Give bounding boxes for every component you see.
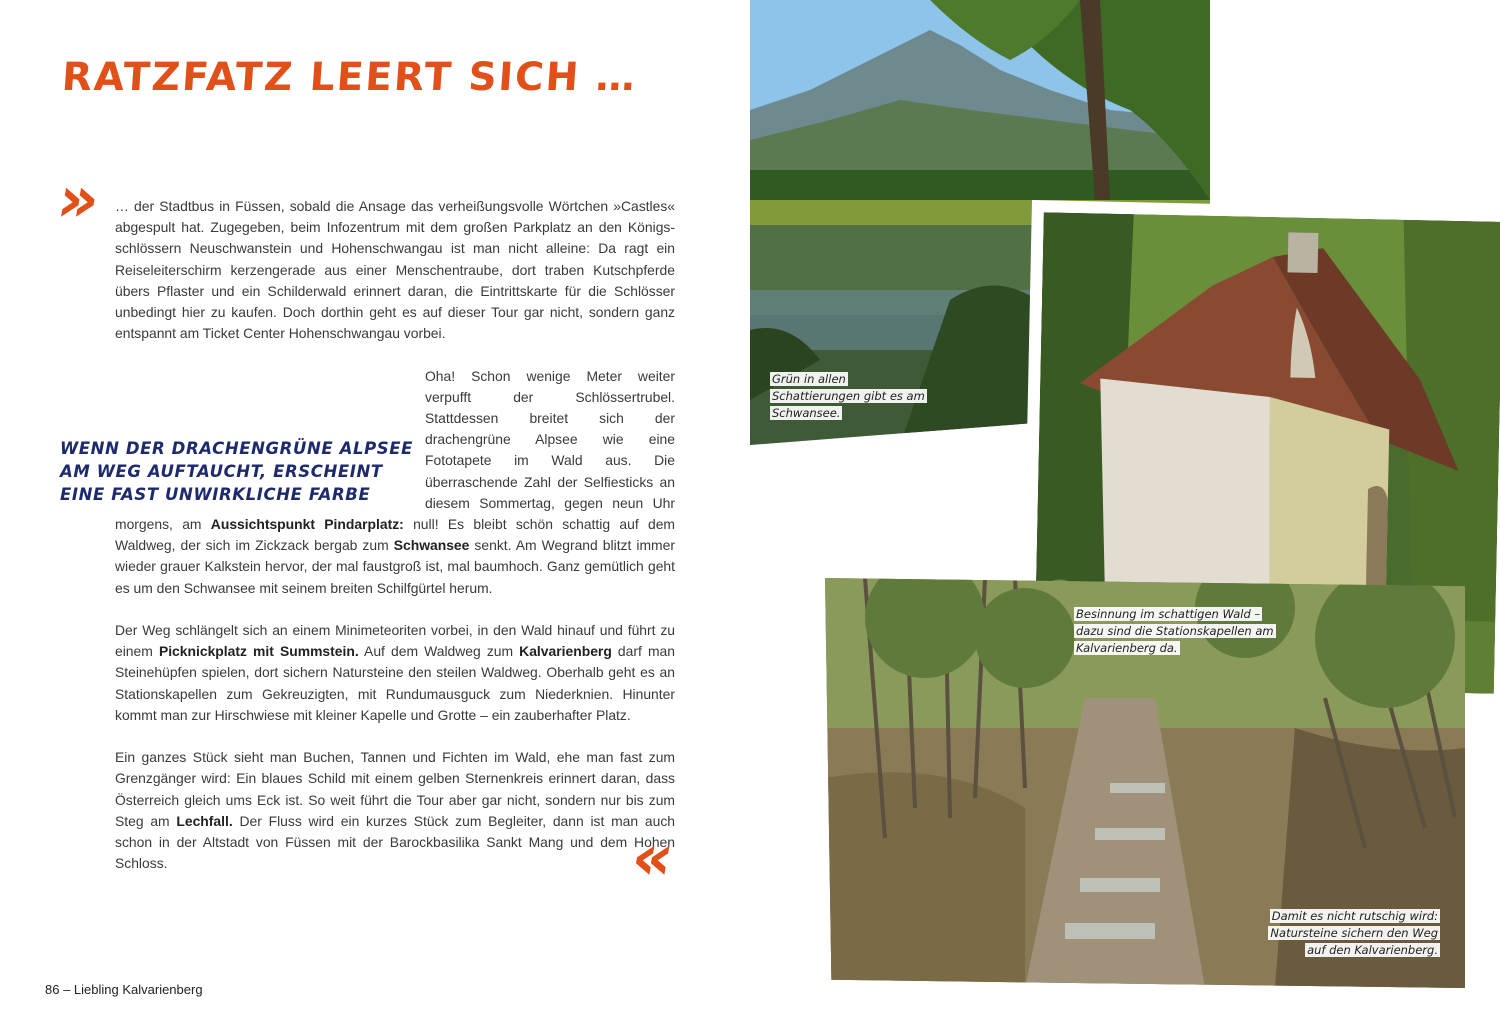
chapel-caption-text: Besinnung im schattigen Wald – dazu sind die Stationskapellen am Kalvarienberg da. <box>1076 607 1274 655</box>
highlight-picknickplatz: Picknickplatz mit Summstein. <box>158 643 359 660</box>
pull-quote-line: WENN DER DRACHENGRÜNE ALPSEE <box>60 439 413 458</box>
lake-caption <box>770 371 935 422</box>
paragraph-3 <box>115 620 675 726</box>
paragraph-2-text-c: null! Es bleibt schön schattig auf dem Waldweg, der sich im Zickzack bergab zum <box>115 516 676 554</box>
paragraph-4-text-c: Der Fluss wird ein kurzes Stück zum Begleiter, dann ist man auch schon in der Altstadt von Füssen mit der Barockbasilika Sankt Mang und dem Hohen Schloss. <box>115 812 675 872</box>
quote-close-mark: « <box>625 821 680 895</box>
path-caption-text: Damit es nicht rutschig wird: Natursteine sichern den Weg auf den Kalvarienberg. <box>1270 909 1438 957</box>
highlight-lechfall: Lechfall. <box>176 812 233 829</box>
lake-caption-text: Grün in allen Schattierungen gibt es am Schwansee. <box>772 372 925 420</box>
paragraph-3-text-a: Der Weg schlängelt sich an einem Minimeteoriten vorbei, in den Wald hinauf und führt zu einem <box>115 622 675 660</box>
pull-quote <box>60 437 420 506</box>
paragraph-4 <box>115 747 675 874</box>
page-title: RATZFATZ LEERT SICH … <box>60 55 639 100</box>
pull-quote-line: AM WEG AUFTAUCHT, ERSCHEINT <box>60 462 383 481</box>
highlight-pindarplatz: Aussichtspunkt Pindarplatz: <box>210 516 404 533</box>
paragraph-1: … der Stadtbus in Füssen, sobald die Ansage das verheißungsvolle Wörtchen »Castles« abgespult hat. Zugegeben, beim Infozentrum mit dem großen Parkplatz an den Königsschlössern Neuschwanstein und Hohenschwangau ist man nicht alleine: Da ragt ein Reiseleiterschirm kerzengerade aus einer Menschentraube, dort traben Kutschpferde übers Pflaster und ein Schilderwald erinnert daran, die Eintrittskarte für die Schlösser unbedingt hier zu kaufen. Doch dorthin geht es auf dieser Tour gar nicht, sondern ganz entspannt am Ticket Center Hohenschwangau vorbei. <box>115 198 675 342</box>
path-caption <box>1258 908 1440 959</box>
paragraph-3-text-d: darf man Steinehüpfen spielen, dort sichern Natursteine den steilen Waldweg. Oberhalb geht es an Stationskapellen zum Gekreuzigten, mit Rundumausguck zum Niederknien. Hinunter kommt man zur Hirschwiese mit kleiner Kapelle und Grotte – ein zauberhafter Platz. <box>115 643 675 723</box>
highlight-kalvarienberg: Kalvarienberg <box>519 643 612 660</box>
paragraph-2-text-d: senkt. Am Wegrand blitzt immer wieder grauer Kalkstein hervor, der mal faustgroß ist, mal baumhoch. Ganz gemütlich geht es um den Schwansee mit seinem breiten Schilfgürtel herum. <box>115 537 675 596</box>
paragraph-4-text-a: Ein ganzes Stück sieht man Buchen, Tannen und Fichten im Wald, ehe man fast zum Grenzgänger wird: Ein blaues Schild mit einem gelben Sternenkreis erinnert daran, dass Österreich gleich ums Eck ist. So weit führt die Tour aber gar nicht, sondern nur bis zum Steg am <box>115 749 675 829</box>
chapel-caption <box>1074 606 1274 657</box>
pull-quote-line: EINE FAST UNWIRKLICHE FARBE <box>60 485 371 504</box>
quote-open-mark: » <box>51 163 106 237</box>
article-body <box>115 196 675 896</box>
highlight-schwansee: Schwansee <box>393 537 470 554</box>
page-footer: 86 – Liebling Kalvarienberg <box>45 982 203 997</box>
paragraph-3-text-c: Auf dem Waldweg zum <box>358 643 520 660</box>
paragraph-2-text-a: Oha! Schon wenige Meter weiter verpufft der Schlössertrubel. Stattdessen breitet sich der drachengrüne Alpsee wie eine Fototapete im Wald aus. Die überraschende Zahl der Selfiesticks an diesem Sommertag, gegen neun Uhr morgens, am <box>115 367 675 533</box>
